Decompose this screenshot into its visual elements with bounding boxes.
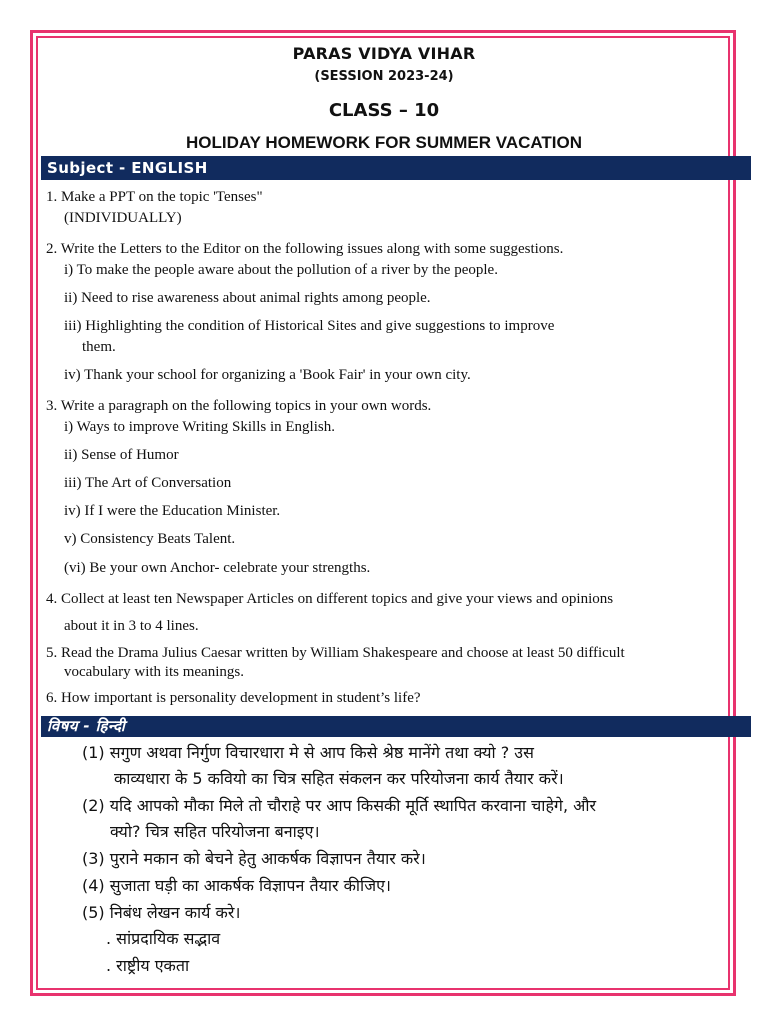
english-line: v) Consistency Beats Talent. bbox=[64, 531, 236, 547]
english-line: vocabulary with its meanings. bbox=[64, 664, 244, 680]
class-label: CLASS – 10 bbox=[328, 100, 440, 121]
hindi-line: क्यो? चित्र सहित परियोजना बनाइए। bbox=[110, 822, 320, 841]
session-label: (SESSION 2023-24) bbox=[314, 69, 454, 84]
hindi-line: . सांप्रदायिक सद्भाव bbox=[106, 929, 221, 948]
hindi-line: (4) सुजाता घड़ी का आकर्षक विज्ञापन तैयार कीजिए। bbox=[82, 876, 391, 895]
hindi-line: . राष्ट्रीय एकता bbox=[106, 956, 190, 975]
homework-title: HOLIDAY HOMEWORK FOR SUMMER VACATION bbox=[185, 133, 583, 152]
english-line: 4. Collect at least ten Newspaper Articles on different topics and give your views and opinions bbox=[46, 591, 614, 607]
hindi-line: (5) निबंध लेखन कार्य करे। bbox=[82, 903, 241, 922]
english-line: iv) Thank your school for organizing a 'Book Fair' in your own city. bbox=[64, 367, 471, 383]
hindi-line: (2) यदि आपको मौका मिले तो चौराहे पर आप किसकी मूर्ति स्थापित करवाना चाहेगे, और bbox=[82, 796, 597, 815]
school-name: PARAS VIDYA VIHAR bbox=[292, 44, 476, 63]
hindi-line: (3) पुराने मकान को बेचने हेतु आकर्षक विज्ञापन तैयार करे। bbox=[82, 849, 426, 868]
english-line: about it in 3 to 4 lines. bbox=[64, 618, 199, 634]
subject-heading-english: Subject - ENGLISH bbox=[41, 156, 751, 180]
english-line: them. bbox=[82, 339, 116, 355]
english-line: 3. Write a paragraph on the following topics in your own words. bbox=[46, 398, 432, 414]
hindi-line: काव्यधारा के 5 कवियो का चित्र सहित संकलन कर परियोजना कार्य तैयार करें। bbox=[114, 769, 564, 788]
english-line: ii) Sense of Humor bbox=[64, 447, 179, 463]
english-line: iv) If I were the Education Minister. bbox=[64, 503, 281, 519]
english-line: 2. Write the Letters to the Editor on the following issues along with some suggestions. bbox=[46, 241, 564, 257]
english-line: iii) Highlighting the condition of Historical Sites and give suggestions to improve bbox=[64, 318, 555, 334]
english-line: (vi) Be your own Anchor- celebrate your strengths. bbox=[64, 560, 371, 576]
subject-heading-hindi: विषय - हिन्दी bbox=[41, 716, 751, 737]
english-line: iii) The Art of Conversation bbox=[64, 475, 232, 491]
english-line: ii) Need to rise awareness about animal rights among people. bbox=[64, 290, 431, 306]
english-line: (INDIVIDUALLY) bbox=[64, 210, 182, 226]
english-line: i) Ways to improve Writing Skills in English. bbox=[64, 419, 335, 435]
english-line: 5. Read the Drama Julius Caesar written by William Shakespeare and choose at least 50 difficult bbox=[46, 645, 625, 661]
english-line: 6. How important is personality development in student’s life? bbox=[46, 690, 421, 706]
hindi-line: (1) सगुण अथवा निर्गुण विचारधारा मे से आप किसे श्रेष्ठ मानेंगे तथा क्यो ? उस bbox=[82, 743, 534, 762]
english-line: i) To make the people aware about the pollution of a river by the people. bbox=[64, 262, 498, 278]
english-line: 1. Make a PPT on the topic 'Tenses" bbox=[46, 189, 263, 205]
